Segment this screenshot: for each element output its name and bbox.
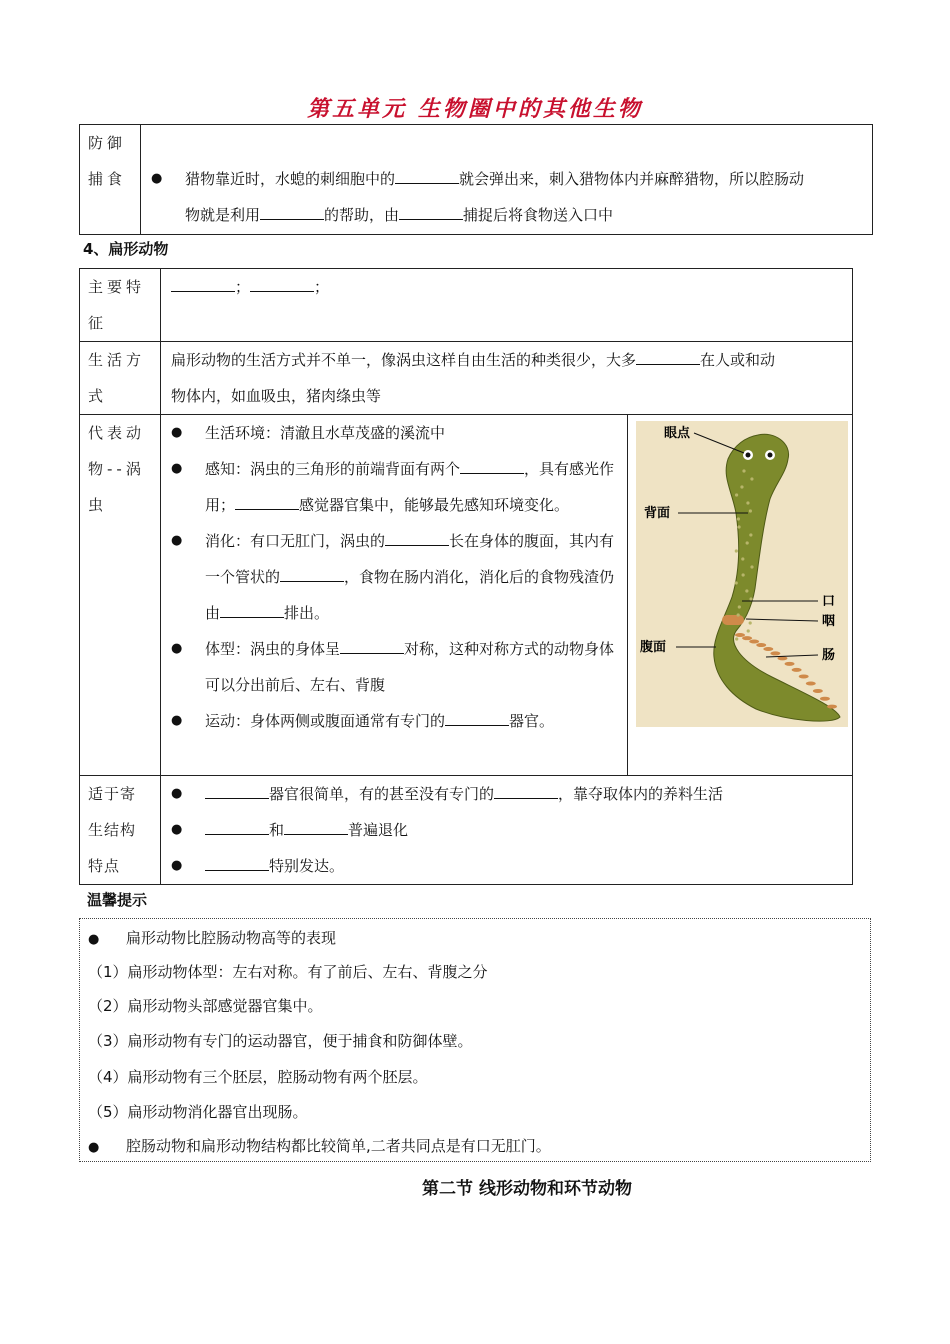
fill-blank[interactable] (385, 523, 449, 546)
bullet-icon: ● (171, 713, 183, 728)
eye-pupil (746, 453, 751, 458)
text-fragment: 在人或和动 (700, 351, 776, 369)
tips-title: 温馨提示 (87, 891, 148, 909)
text-fragment: 的帮助，由 (324, 206, 400, 224)
body-speckle (745, 589, 748, 592)
body-speckle (737, 525, 740, 528)
list-item (171, 776, 844, 812)
list-item (171, 415, 619, 451)
label-dorsal: 背面 (644, 506, 671, 521)
intestine-branch (799, 674, 809, 678)
body-speckle (749, 621, 752, 624)
list-item (171, 523, 619, 631)
eye-pupil (768, 453, 773, 458)
tip-text: 腔肠动物和扁形动物结构都比较简单,二者共同点是有口无肛门。 (126, 1137, 551, 1155)
text-fragment: 消化：有口无肛门，涡虫的 (205, 532, 386, 550)
defense-label-line: 防御 (88, 134, 127, 152)
fill-blank[interactable] (205, 848, 269, 871)
header-title: 第五单元 生物圈中的其他生物 (307, 96, 643, 122)
features-content (161, 269, 853, 342)
tip-line: （1）扁形动物体型：左右对称。有了前后、左右、背腹之分 (88, 963, 488, 981)
tip-line (88, 1135, 551, 1156)
intestine-branch (742, 636, 752, 640)
body-speckle (747, 629, 750, 632)
body-speckle (749, 597, 752, 600)
text-fragment: 物体内，如血吸虫，猪肉绦虫等 (171, 387, 382, 405)
list-item (171, 848, 844, 884)
representative-content (161, 415, 853, 776)
fill-blank[interactable] (445, 703, 509, 726)
separator: ； (235, 278, 251, 296)
fill-blank[interactable] (636, 342, 700, 365)
bullet-icon: ● (88, 932, 100, 947)
list-item (171, 451, 619, 523)
intestine-branch (827, 705, 837, 709)
text-fragment: ，食物在肠内消化，消化后的食物残渣仍由 (205, 568, 615, 622)
intestine-branch (770, 651, 780, 655)
tips-box (79, 918, 871, 1162)
label-mouth: 口 (822, 594, 836, 609)
text-fragment: 长在身体的腹面，其内有一个管状的 (205, 532, 615, 586)
fill-blank[interactable] (494, 776, 558, 799)
text-fragment: ，靠夺取体内的养料生活 (558, 785, 724, 803)
bullet-icon: ● (171, 822, 183, 837)
text-fragment: ，具有感光作用； (205, 460, 615, 514)
text-fragment: 器官很简单，有的甚至没有专门的 (269, 785, 495, 803)
text-fragment: 对称，这种对称方式的动物身体可以分出前后、左右、背腹 (205, 640, 615, 694)
bullet-icon: ● (171, 786, 183, 801)
intestine-branch (763, 647, 773, 651)
list-item (171, 631, 619, 703)
body-speckle (749, 509, 752, 512)
tip-line: （2）扁形动物头部感觉器官集中。 (88, 997, 323, 1015)
planarian-diagram (636, 421, 848, 727)
body-speckle (735, 581, 738, 584)
text-fragment: 器官。 (509, 712, 555, 730)
fill-blank[interactable] (220, 595, 284, 618)
representative-bullets (161, 415, 627, 775)
row-label-text: 主要特征 (88, 278, 146, 332)
tip-line: （5）扁形动物消化器官出现肠。 (88, 1103, 308, 1121)
text-fragment: 排出。 (284, 604, 330, 622)
fill-blank[interactable] (460, 451, 524, 474)
fill-blank[interactable] (171, 269, 235, 292)
list-item (171, 703, 619, 739)
intestine-branch (756, 643, 766, 647)
text-fragment: 运动：身体两侧或腹面通常有专门的 (205, 712, 446, 730)
body-speckle (741, 557, 744, 560)
pharynx-shape (722, 615, 744, 625)
body-speckle (750, 565, 753, 568)
text-fragment: 和 (269, 821, 285, 839)
parasitic-content (161, 776, 853, 885)
text-fragment: 就会弹出来，刺入猎物体内并麻醉猎物，所以腔肠动 (459, 170, 805, 188)
body-speckle (737, 613, 740, 616)
row-label-text: 代表动物--涡虫 (88, 424, 146, 514)
tip-line: （3）扁形动物有专门的运动器官，便于捕食和防御体壁。 (88, 1032, 473, 1050)
lifestyle-label (80, 342, 161, 415)
intestine-branch (820, 697, 830, 701)
fill-blank[interactable] (260, 197, 324, 220)
row-label-text: 生活方式 (88, 351, 146, 405)
tip-text: 扁形动物比腔肠动物高等的表现 (126, 929, 337, 947)
text-fragment: 捕捉后将食物送入口中 (463, 206, 614, 224)
body-speckle (737, 517, 740, 520)
fill-blank[interactable] (250, 269, 314, 292)
body-speckle (746, 501, 749, 504)
fill-blank[interactable] (284, 812, 348, 835)
body-speckle (735, 637, 738, 640)
label-intestine: 肠 (822, 648, 836, 663)
defense-label-line: 捕食 (88, 170, 127, 188)
flatworm-table (79, 268, 853, 885)
separator: ； (314, 278, 330, 296)
row-label-text: 适于寄生结构特点 (88, 785, 137, 875)
body-speckle (749, 533, 752, 536)
body-speckle (738, 605, 741, 608)
bullet-icon: ● (171, 641, 183, 656)
label-ventral: 腹面 (640, 640, 667, 655)
fill-blank[interactable] (395, 161, 459, 184)
body-speckle (742, 469, 745, 472)
text-fragment: 扁形动物的生活方式并不单一，像涡虫这样自由生活的种类很少，大多 (171, 351, 637, 369)
bullet-icon: ● (151, 171, 163, 186)
defense-label (80, 125, 141, 235)
body-speckle (750, 477, 753, 480)
fill-blank[interactable] (205, 776, 269, 799)
parasitic-label (80, 776, 161, 885)
page-header (0, 92, 950, 123)
fill-blank[interactable] (280, 559, 344, 582)
intestine-branch (806, 682, 816, 686)
text-fragment: 生活环境：清澈且水草茂盛的溪流中 (205, 424, 446, 442)
intestine-branch (813, 689, 823, 693)
body-speckle (735, 493, 738, 496)
label-eyespot: 眼点 (664, 426, 691, 441)
worm-image-cell (627, 415, 852, 775)
features-label (80, 269, 161, 342)
bullet-icon: ● (171, 533, 183, 548)
bullet-icon: ● (171, 425, 183, 440)
fill-blank[interactable] (205, 812, 269, 835)
section-title: 4、扁形动物 (83, 240, 169, 258)
body-speckle (742, 573, 745, 576)
list-item (171, 812, 844, 848)
bullet-icon: ● (171, 858, 183, 873)
intestine-branch (785, 662, 795, 666)
text-fragment: 感知：涡虫的三角形的前端背面有两个 (205, 460, 461, 478)
tip-line (88, 927, 336, 948)
text-fragment: 猎物靠近时，水螅的刺细胞中的 (185, 170, 396, 188)
intestine-branch (792, 668, 802, 672)
text-fragment: 感觉器官集中，能够最先感知环境变化。 (299, 496, 570, 514)
lifestyle-content (161, 342, 853, 415)
next-section-title: 第二节 线形动物和环节动物 (422, 1179, 632, 1199)
intestine-branch (749, 639, 759, 643)
fill-blank[interactable] (235, 487, 299, 510)
label-pharynx: 咽 (822, 614, 836, 629)
representative-label (80, 415, 161, 776)
body-speckle (735, 549, 738, 552)
bullet-icon: ● (88, 1140, 100, 1155)
body-speckle (746, 541, 749, 544)
intestine-branch (735, 633, 745, 637)
text-fragment: 普遍退化 (348, 821, 409, 839)
text-fragment: 特别发达。 (269, 857, 345, 875)
defense-table (79, 124, 873, 235)
defense-text (185, 161, 864, 233)
bullet-icon: ● (171, 461, 183, 476)
body-speckle (740, 485, 743, 488)
tip-line: （4）扁形动物有三个胚层，腔肠动物有两个胚层。 (88, 1068, 428, 1086)
defense-content (141, 125, 873, 235)
fill-blank[interactable] (340, 631, 404, 654)
text-fragment: 物就是利用 (185, 206, 261, 224)
fill-blank[interactable] (399, 197, 463, 220)
text-fragment: 体型：涡虫的身体呈 (205, 640, 341, 658)
